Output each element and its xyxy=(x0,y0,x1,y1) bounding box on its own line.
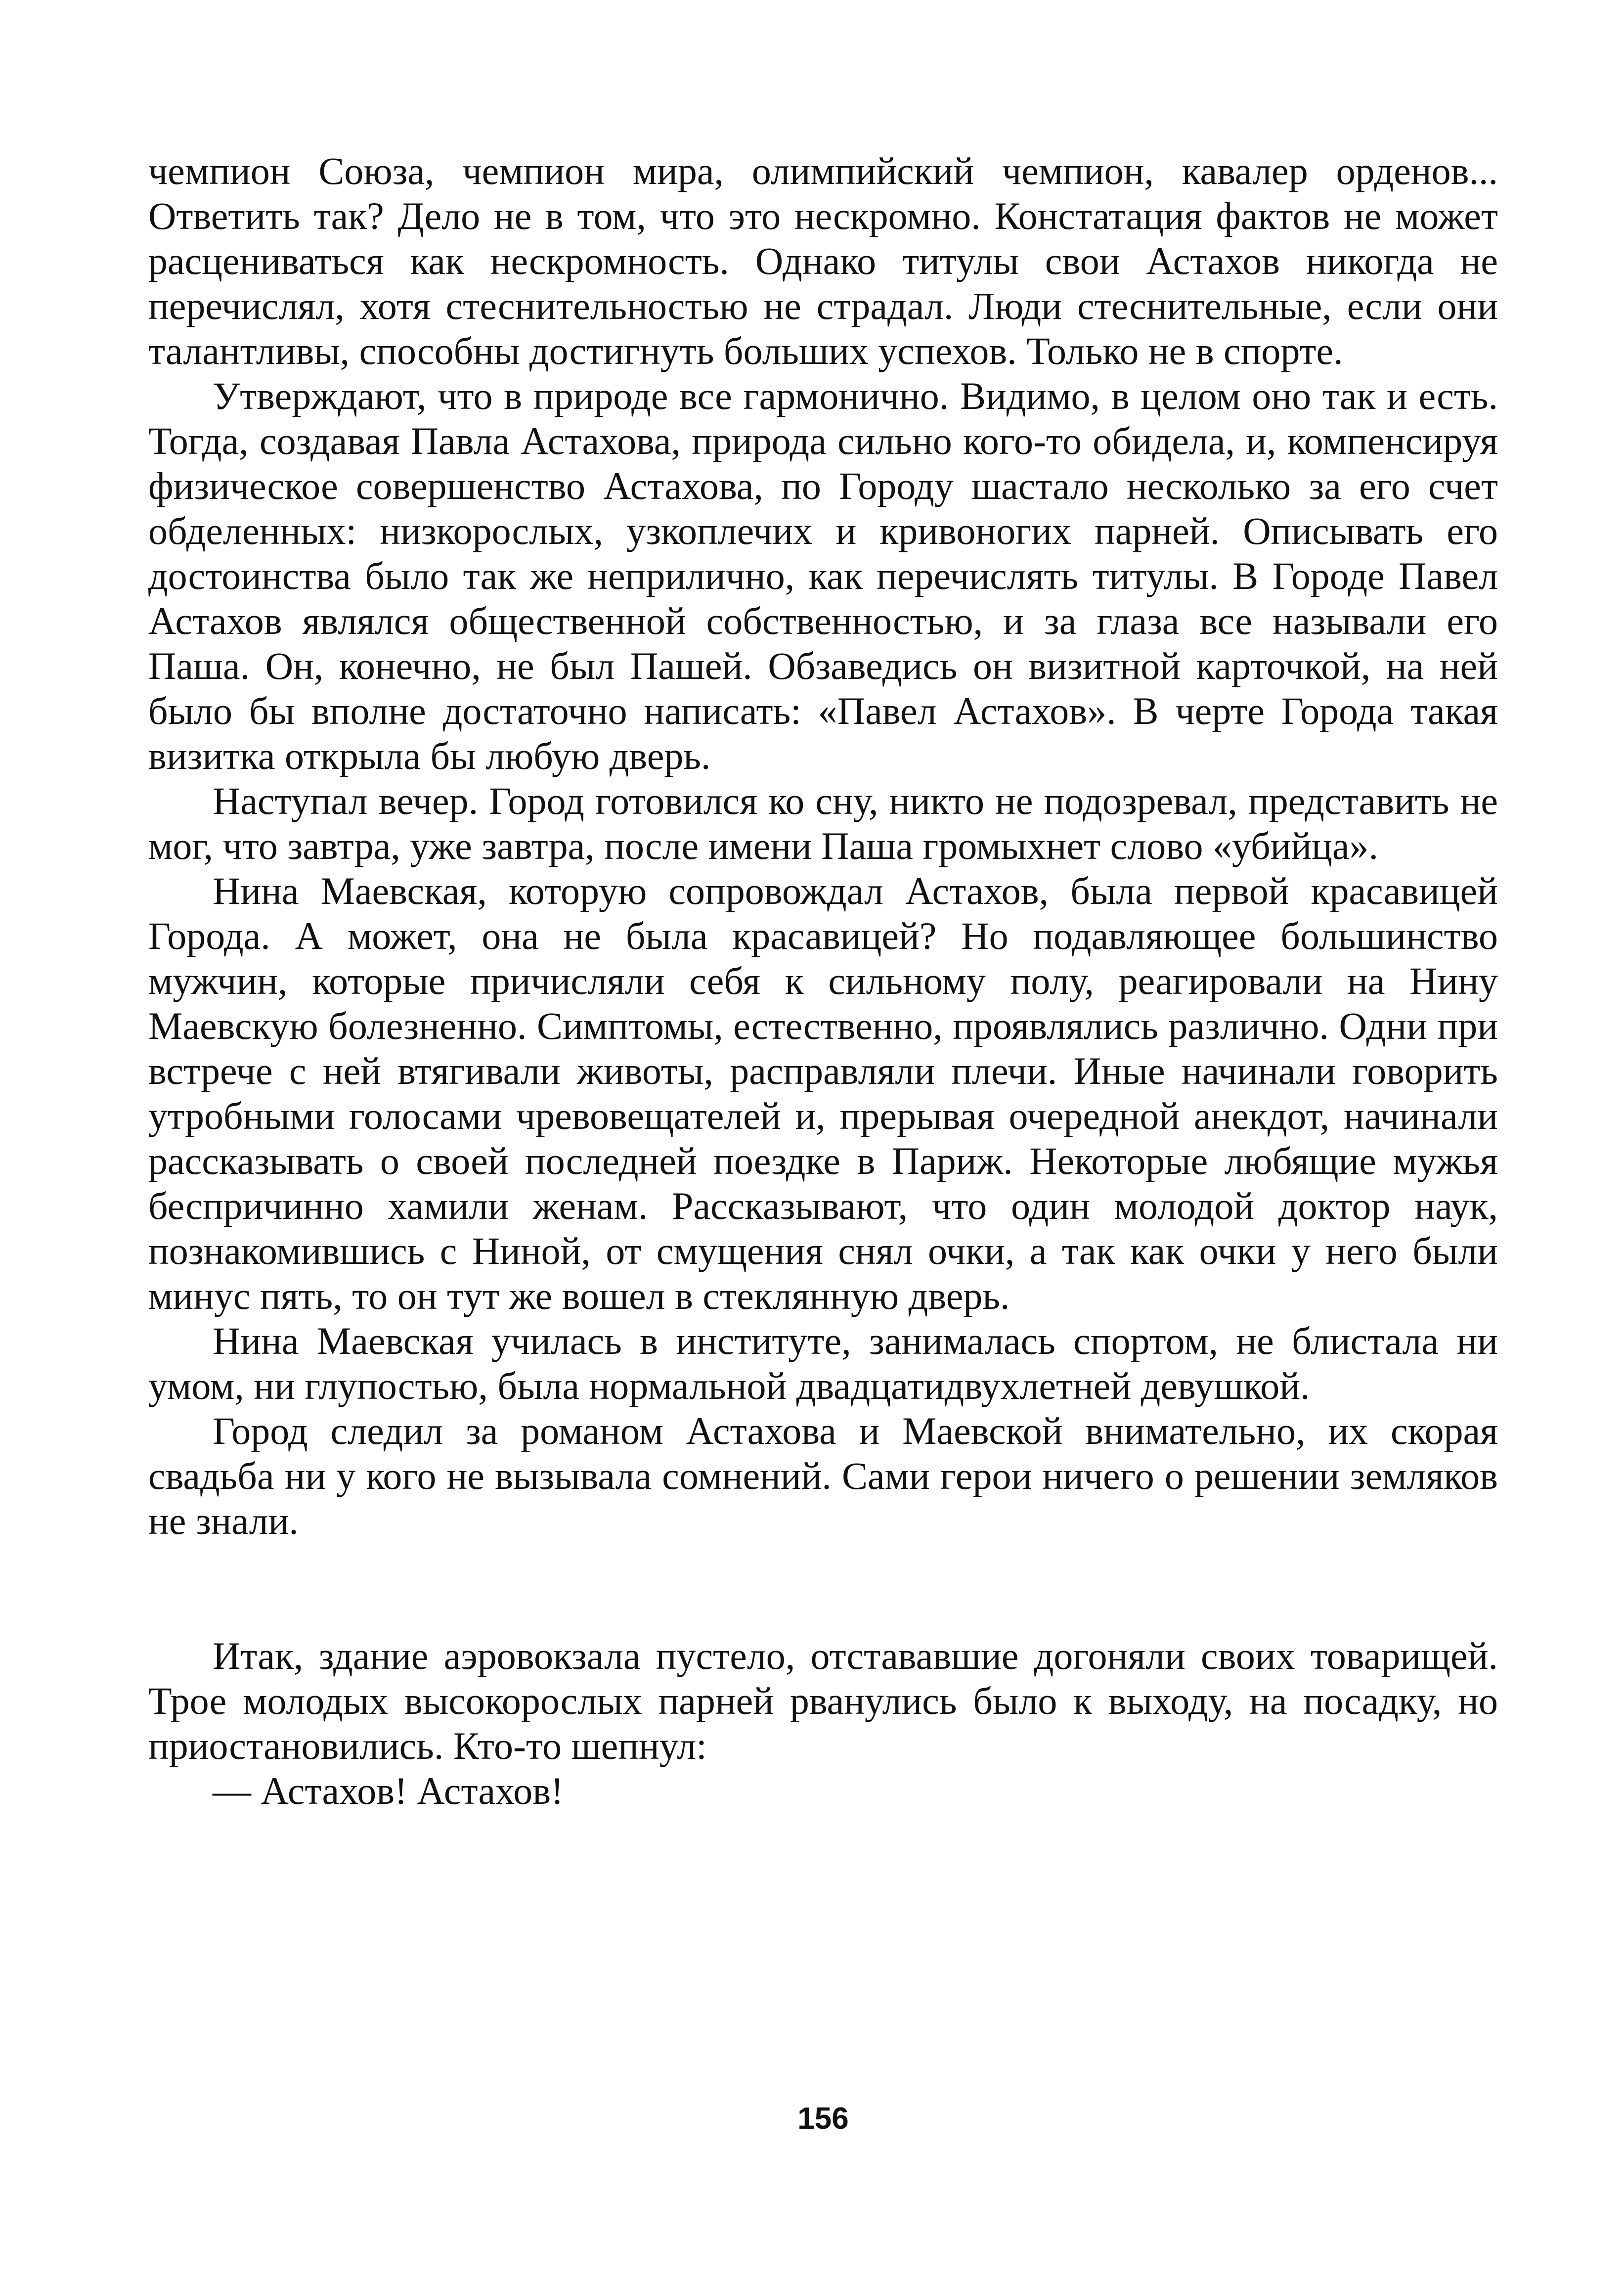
paragraph-6: Город следил за романом Астахова и Маевской внимательно, их скорая свадьба ни у кого не вызывала сомнений. Сами герои ничего о решении земляков не знали. xyxy=(148,1409,1498,1542)
paragraph-3: Наступал вечер. Город готовился ко сну, никто не подозревал, представить не мог, что завтра, уже завтра, после имени Паша громыхнет слово «убийца». xyxy=(148,779,1498,867)
dialogue-line: — Астахов! Астахов! xyxy=(213,1769,564,1812)
paragraph-7: Итак, здание аэровокзала пустело, отстававшие догоняли своих товарищей. Трое молодых высокорослых парней рванулись было к выходу, на посадку, но приостановились. Кто-то шепнул: xyxy=(148,1634,1498,1767)
book-page xyxy=(148,148,1498,2176)
paragraph-5: Нина Маевская училась в институте, занималась спортом, не блистала ни умом, ни глупостью, была нормальной двадцатидвухлетней девушкой. xyxy=(148,1319,1498,1407)
section-break xyxy=(148,1543,1498,1633)
paragraph-2: Утверждают, что в природе все гармонично. Видимо, в целом оно так и есть. Тогда, создавая Павла Астахова, природа сильно кого-то обидела, и, компенсируя физическое совершенство Астахова, по Городу шастало несколько за его счет обделенных: низкорослых, узкоплечих и кривоногих парней. Описывать его достоинства было так же неприлично, как перечислять титулы. В Городе Павел Астахов являлся общественной собственностью, и за глаза все называли его Паша. Он, конечно, не был Пашей. Обзаведись он визитной карточкой, на ней было бы вполне достаточно написать: «Павел Астахов». В черте Города такая визитка открыла бы любую дверь. xyxy=(148,374,1498,777)
paragraph-1: чемпион Союза, чемпион мира, олимпийский чемпион, кавалер орденов... Ответить так? Дело не в том, что это нескромно. Констатация фактов не может расцениваться как нескромность. Однако титулы свои Астахов никогда не перечислял, хотя стеснительностью не страдал. Люди стеснительные, если они талантливы, способны достигнуть больших успехов. Только не в спорте. xyxy=(148,149,1498,372)
page-number: 156 xyxy=(797,2102,849,2136)
paragraph-4: Нина Маевская, которую сопровождал Астахов, была первой красавицей Города. А может, она не была красавицей? Но подавляющее большинство мужчин, которые причисляли себя к сильному полу, реагировали на Нину Маевскую болезненно. Симптомы, естественно, проявлялись различно. Одни при встрече с ней втягивали животы, расправляли плечи. Иные начинали говорить утробными голосами чревовещателей и, прерывая очередной анекдот, начинали рассказывать о своей последней поездке в Париж. Некоторые любящие мужья беспричинно хамили женам. Рассказывают, что один молодой доктор наук, познакомившись с Ниной, от смущения снял очки, а так как очки у него были минус пять, то он тут же вошел в стеклянную дверь. xyxy=(148,869,1498,1317)
main-text xyxy=(148,148,1498,1813)
